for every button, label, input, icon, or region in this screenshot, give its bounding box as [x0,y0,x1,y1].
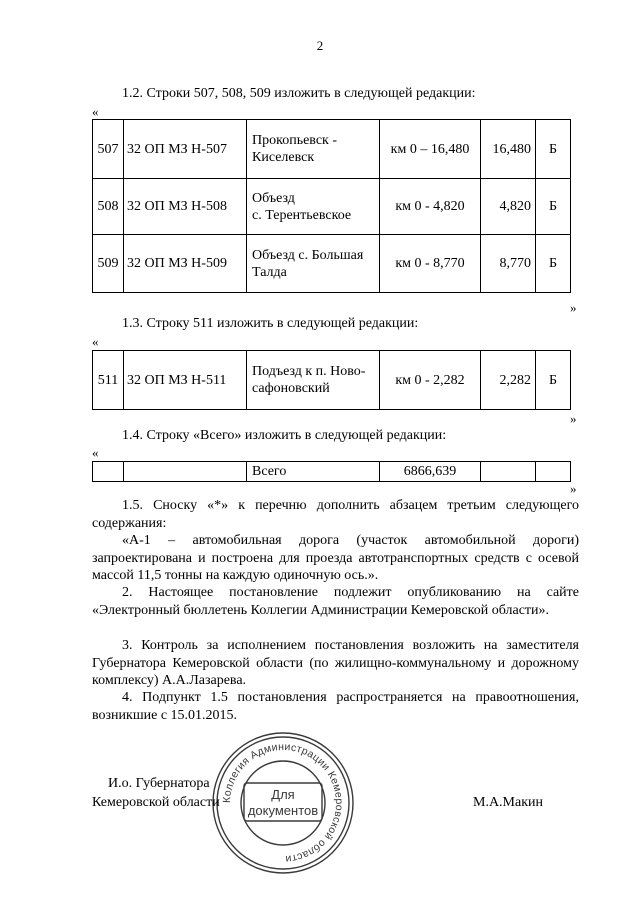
quote-close-1: » [570,300,577,315]
paragraph-3: 3. Контроль за исполнением постановления возложить на заместителя Губернатора Кемеровской области (по жилищно-коммунальному и дорожному комплексу) А.А.Лазарева. [92,638,579,688]
table-row [93,462,571,482]
table-row [93,235,571,293]
road-code: 32 ОП МЗ Н-508 [124,179,247,235]
total-table [92,461,571,482]
road-length: 16,480 [481,120,536,179]
page-number: 2 [316,38,324,53]
road-code: 32 ОП МЗ Н-509 [124,235,247,293]
seal-ring-text: Коллегия Администрации Кемеровской области [220,740,346,866]
section-1-4-heading: 1.4. Строку «Всего» изложить в следующей редакции: [122,428,447,443]
row-number: 508 [93,179,124,235]
road-name: Прокопьевск - Киселевск [247,120,380,179]
row-number: 507 [93,120,124,179]
km-range: км 0 - 8,770 [380,235,481,293]
km-range: км 0 - 4,820 [380,179,481,235]
total-label: Всего [247,462,380,482]
road-name: Подъезд к п. Ново- сафоновский [247,351,380,410]
road-category: Б [536,179,571,235]
paragraph-2: 2. Настоящее постановление подлежит опубликованию на сайте «Электронный бюллетень Коллегии Администрации Кемеровской области». [92,585,579,618]
section-1-2-heading: 1.2. Строки 507, 508, 509 изложить в следующей редакции: [122,86,476,101]
quote-open-1: « [92,104,99,119]
road-length: 4,820 [481,179,536,235]
quote-open-2: « [92,334,99,349]
row-number: 511 [93,351,124,410]
roads-table [92,119,571,293]
road-category: Б [536,351,571,410]
row-number: 509 [93,235,124,293]
total-value: 6866,639 [380,462,481,482]
seal-stamp [208,728,358,878]
quote-close-2: » [570,411,577,426]
road-length: 2,282 [481,351,536,410]
road-length: 8,770 [481,235,536,293]
seal-center-line1: Для [271,787,295,802]
table-row [93,179,571,235]
road-code: 32 ОП МЗ Н-511 [124,351,247,410]
paragraph-a1-footnote: «А-1 – автомобильная дорога (участок автомобильной дороги) запроектирована и построена для проезда автотранспортных средств с осевой массой 11,5 тонны на каждую одиночную ось.». [92,533,579,583]
paragraph-4: 4. Подпункт 1.5 постановления распространяется на правоотношения, возникшие с 15.01.2015. [92,690,579,723]
quote-close-3: » [570,481,577,496]
table-row [93,120,571,179]
road-code: 32 ОП МЗ Н-507 [124,120,247,179]
road-name: Объезд с. Большая Талда [247,235,380,293]
signatory-name: М.А.Макин [473,795,544,810]
table-row [93,351,571,410]
seal-center-line2: документов [247,803,319,818]
road-category: Б [536,120,571,179]
km-range: км 0 - 2,282 [380,351,481,410]
section-1-3-heading: 1.3. Строку 511 изложить в следующей редакции: [122,316,419,331]
km-range: км 0 – 16,480 [380,120,481,179]
road-name: Объезд с. Терентьевское [247,179,380,235]
paragraph-1-5: 1.5. Сноску «*» к перечню дополнить абзацем третьим следующего содержания: [92,498,579,531]
quote-open-3: « [92,445,99,460]
signatory-title-line2: Кемеровской области [92,795,220,810]
road-511-table [92,350,571,410]
signatory-title-line1: И.о. Губернатора [108,776,210,791]
road-category: Б [536,235,571,293]
